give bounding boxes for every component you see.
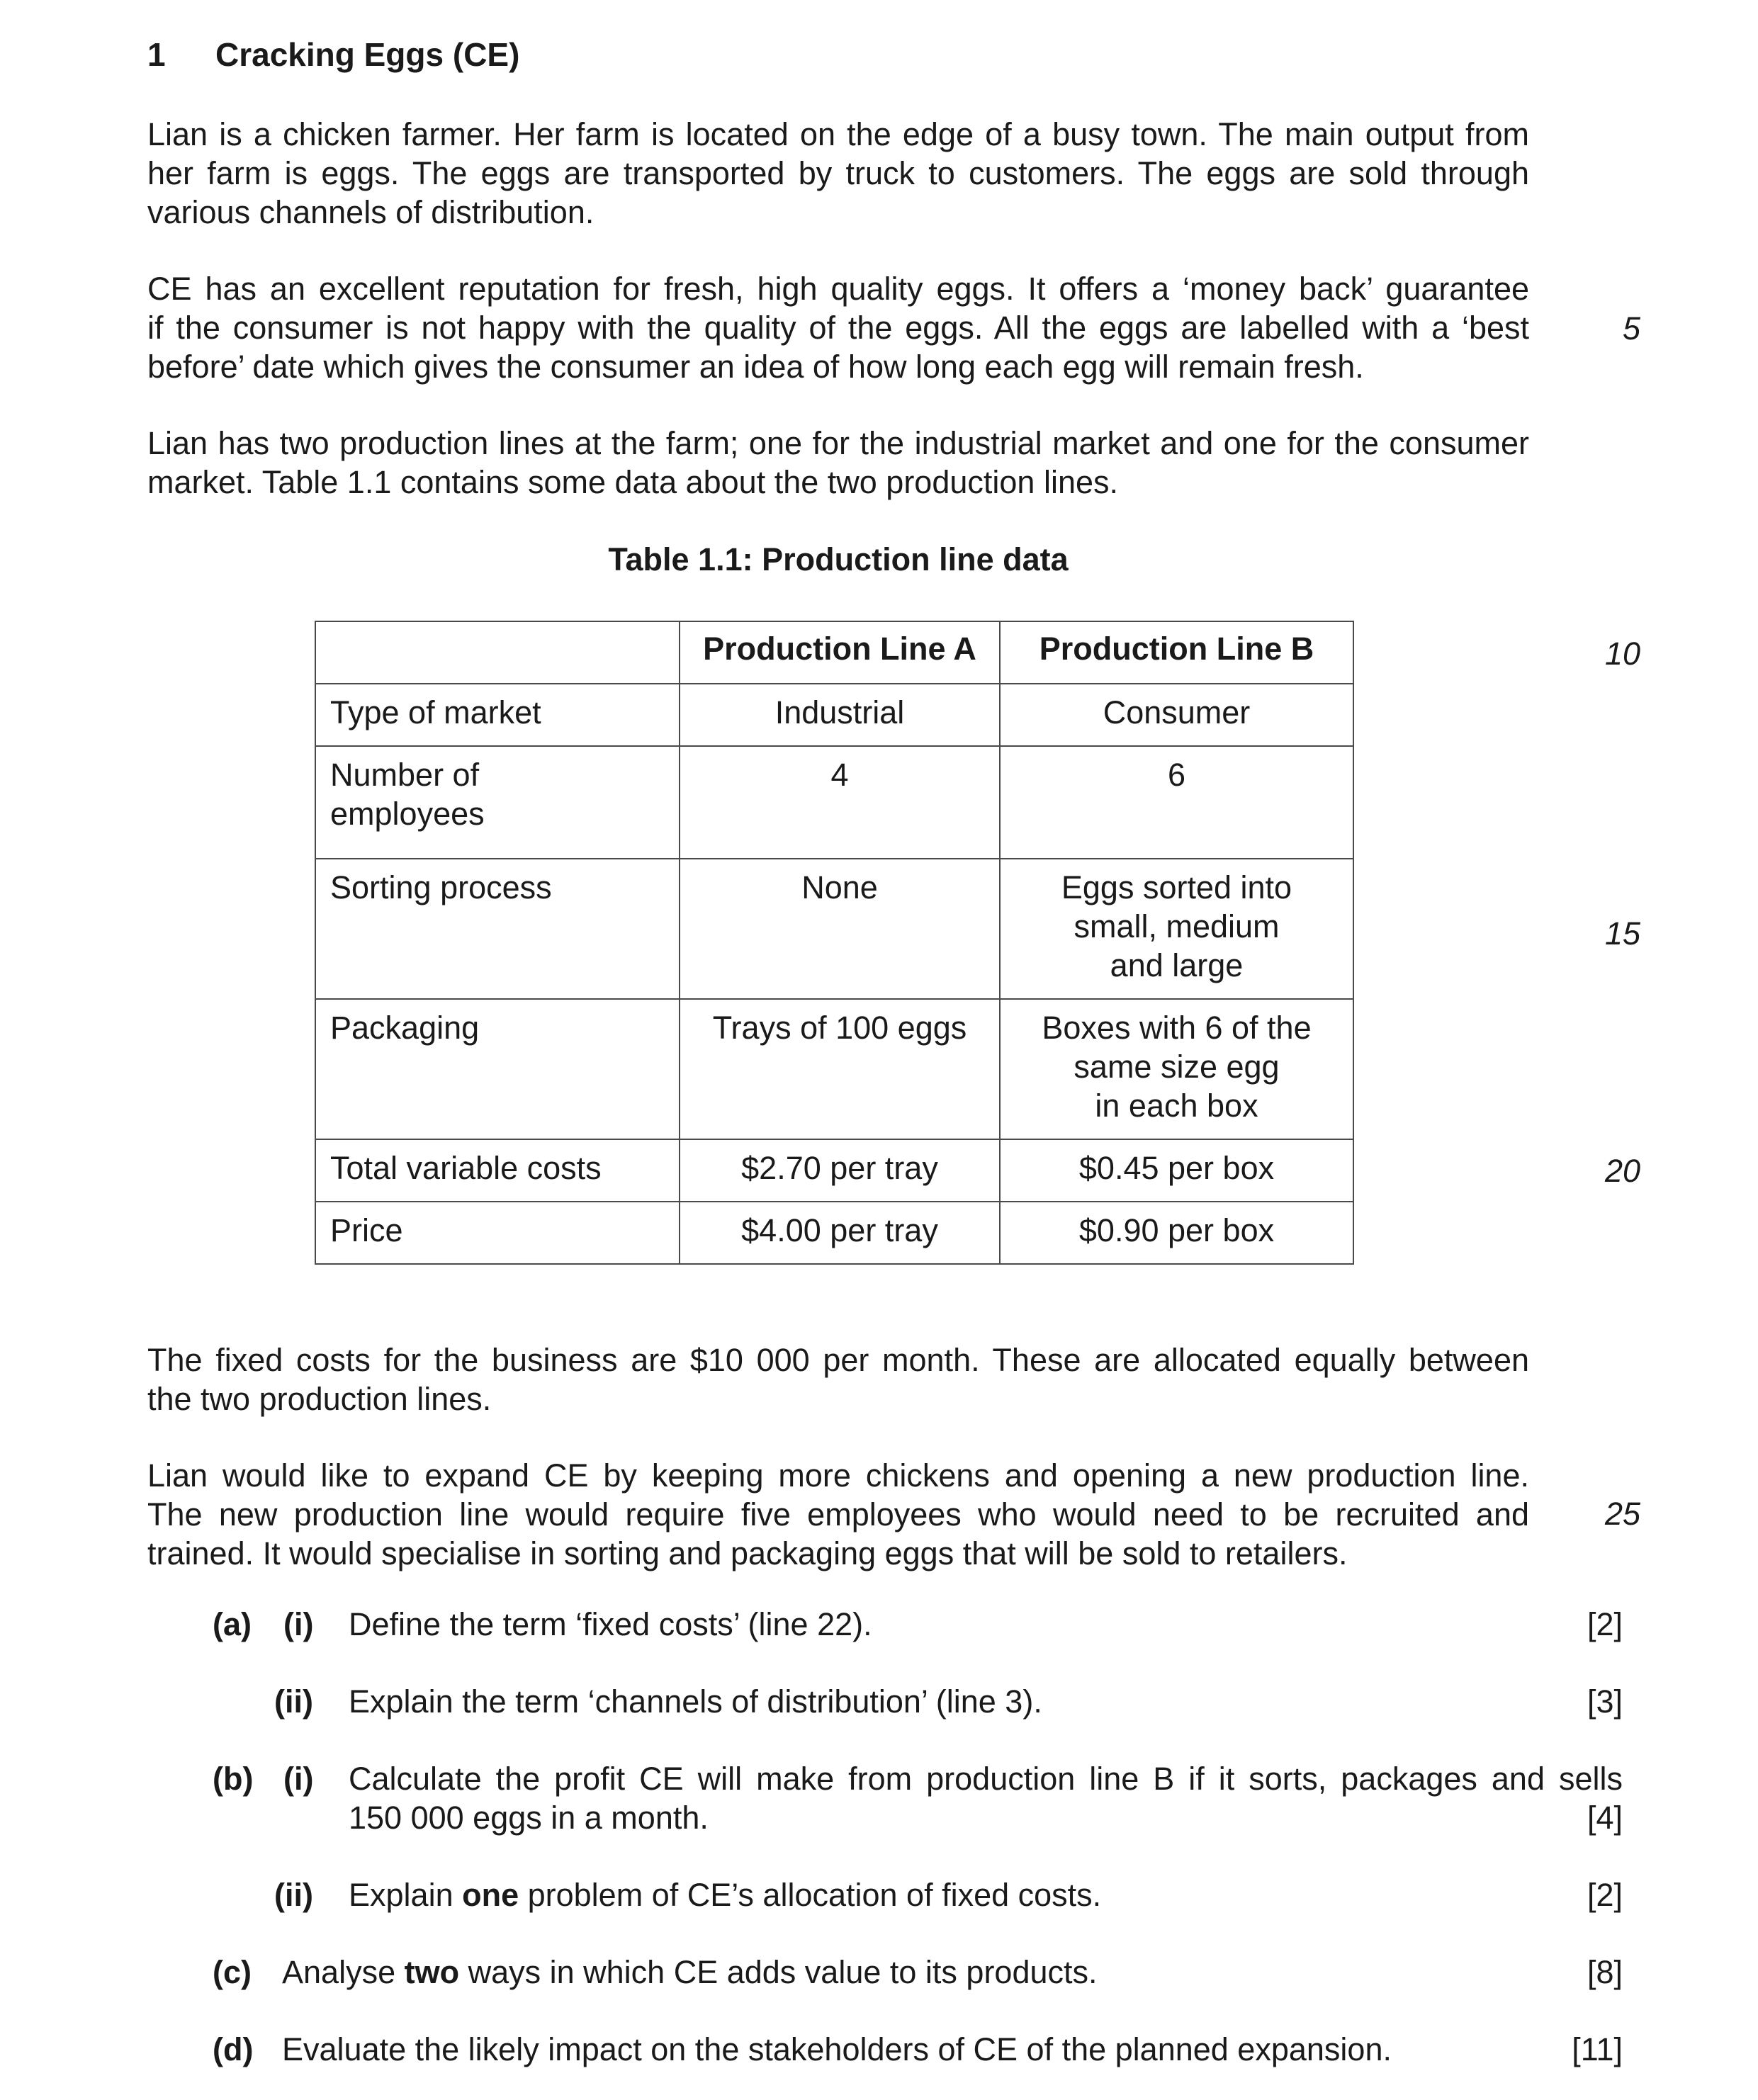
emphasis: one [462,1877,519,1913]
line-number: 20 [1604,1153,1640,1189]
paragraph-line: The fixed costs for the business are $10 000 per month. These are allocated equally between [147,1342,1529,1378]
question-title: Cracking Eggs (CE) [215,36,520,73]
question-text: 150 000 eggs in a month. [349,1800,709,1836]
table-cell: $0.45 per box [1000,1139,1353,1202]
subpart-label: (ii) [274,1877,313,1913]
line-number: 5 [1622,310,1640,346]
table-row [315,1139,1353,1202]
paragraph-line: before’ date which gives the consumer an idea of how long each egg will remain fresh. [147,349,1364,385]
table-cell: Type of market [315,684,680,746]
question-a-i [0,1605,1623,1644]
paragraph-line: The new production line would require five employees who would need to be recruited and [147,1496,1529,1532]
table-row [315,859,1353,999]
paragraph-line: the two production lines. [147,1381,492,1417]
line-number: 10 [1604,636,1640,672]
paragraph-line: trained. It would specialise in sorting and packaging eggs that will be sold to retailers. [147,1535,1348,1571]
table-cell: Total variable costs [315,1139,680,1202]
paragraph-line: if the consumer is not happy with the quality of the eggs. All the eggs are labelled with a ‘best [147,310,1529,346]
part-label: (c) [213,1954,252,1990]
paragraph-expansion [147,1456,1529,1573]
question-text [349,1875,1101,1914]
question-heading [147,35,519,74]
paragraph-line: her farm is eggs. The eggs are transported by truck to customers. The eggs are sold through [147,155,1529,191]
table-cell: Price [315,1202,680,1264]
table-cell: $0.90 per box [1000,1202,1353,1264]
paragraph-intro [147,115,1529,232]
part-label: (a) [213,1606,252,1642]
paragraph-reputation [147,269,1529,386]
question-text [282,1953,1098,1992]
table-cell: Industrial [680,684,1000,746]
table-row [315,1202,1353,1264]
paragraph-line: Lian would like to expand CE by keeping more chickens and opening a new production line. [147,1457,1529,1494]
table-cell: Trays of 100 eggs [680,999,1000,1139]
subpart-label: (i) [283,1606,314,1642]
question-d [0,2030,1623,2069]
table-cell: Eggs sorted into small, medium and large [1000,859,1353,999]
table-header-cell: Production Line B [1000,621,1353,684]
table-cell: 6 [1000,746,1353,859]
part-label: (d) [213,2031,254,2067]
marks: [8] [1587,1954,1623,1990]
emphasis: two [404,1954,460,1990]
subpart-label: (ii) [274,1683,313,1720]
question-c [0,1953,1623,1992]
marks: [2] [1587,1606,1623,1642]
marks: [3] [1587,1683,1623,1720]
text-fragment: Explain [349,1877,463,1913]
paragraph-production-lines [147,424,1529,502]
table-header-cell: Production Line A [680,621,1000,684]
part-label: (b) [213,1761,254,1797]
text-fragment: problem of CE’s allocation of fixed costs. [519,1877,1102,1913]
line-number: 25 [1604,1496,1640,1532]
question-text: Explain the term ‘channels of distribution’ (line 3). [349,1683,1042,1720]
table-cell: $2.70 per tray [680,1139,1000,1202]
subpart-label: (i) [283,1761,314,1797]
table-cell: 4 [680,746,1000,859]
text-fragment: ways in which CE adds value to its products. [459,1954,1098,1990]
table-cell: Boxes with 6 of the same size egg in each box [1000,999,1353,1139]
table-cell: $4.00 per tray [680,1202,1000,1264]
paragraph-line: various channels of distribution. [147,194,595,230]
question-a-ii [0,1682,1623,1721]
paragraph-line: CE has an excellent reputation for fresh, high quality eggs. It offers a ‘money back’ guarantee [147,271,1529,307]
question-text: Define the term ‘fixed costs’ (line 22). [349,1606,872,1642]
question-number: 1 [147,36,166,73]
table-header-row [315,621,1353,684]
text-fragment: Analyse [282,1954,405,1990]
paragraph-line: Lian has two production lines at the farm; one for the industrial market and one for the consumer [147,425,1529,461]
table-cell: Sorting process [315,859,680,999]
table-cell: None [680,859,1000,999]
question-text: Evaluate the likely impact on the stakeholders of CE of the planned expansion. [282,2031,1392,2067]
table-row [315,746,1353,859]
line-number: 15 [1604,915,1640,952]
marks: [4] [1587,1800,1623,1836]
table-cell: Number of employees [315,746,680,859]
table-cell: Consumer [1000,684,1353,746]
table-header-cell [315,621,680,684]
question-b-i [0,1759,1623,1837]
question-b-ii [0,1875,1623,1914]
paragraph-line: market. Table 1.1 contains some data about the two production lines. [147,464,1118,500]
table-row [315,684,1353,746]
production-line-table [315,621,1354,1265]
marks: [2] [1587,1877,1623,1913]
table-caption: Table 1.1: Production line data [608,541,1069,577]
table-cell: Packaging [315,999,680,1139]
table-row [315,999,1353,1139]
marks: [11] [1572,2031,1623,2067]
question-text: Calculate the profit CE will make from production line B if it sorts, packages and sells [349,1761,1623,1797]
paragraph-line: Lian is a chicken farmer. Her farm is located on the edge of a busy town. The main output from [147,116,1529,152]
paragraph-fixed-costs [147,1340,1529,1418]
